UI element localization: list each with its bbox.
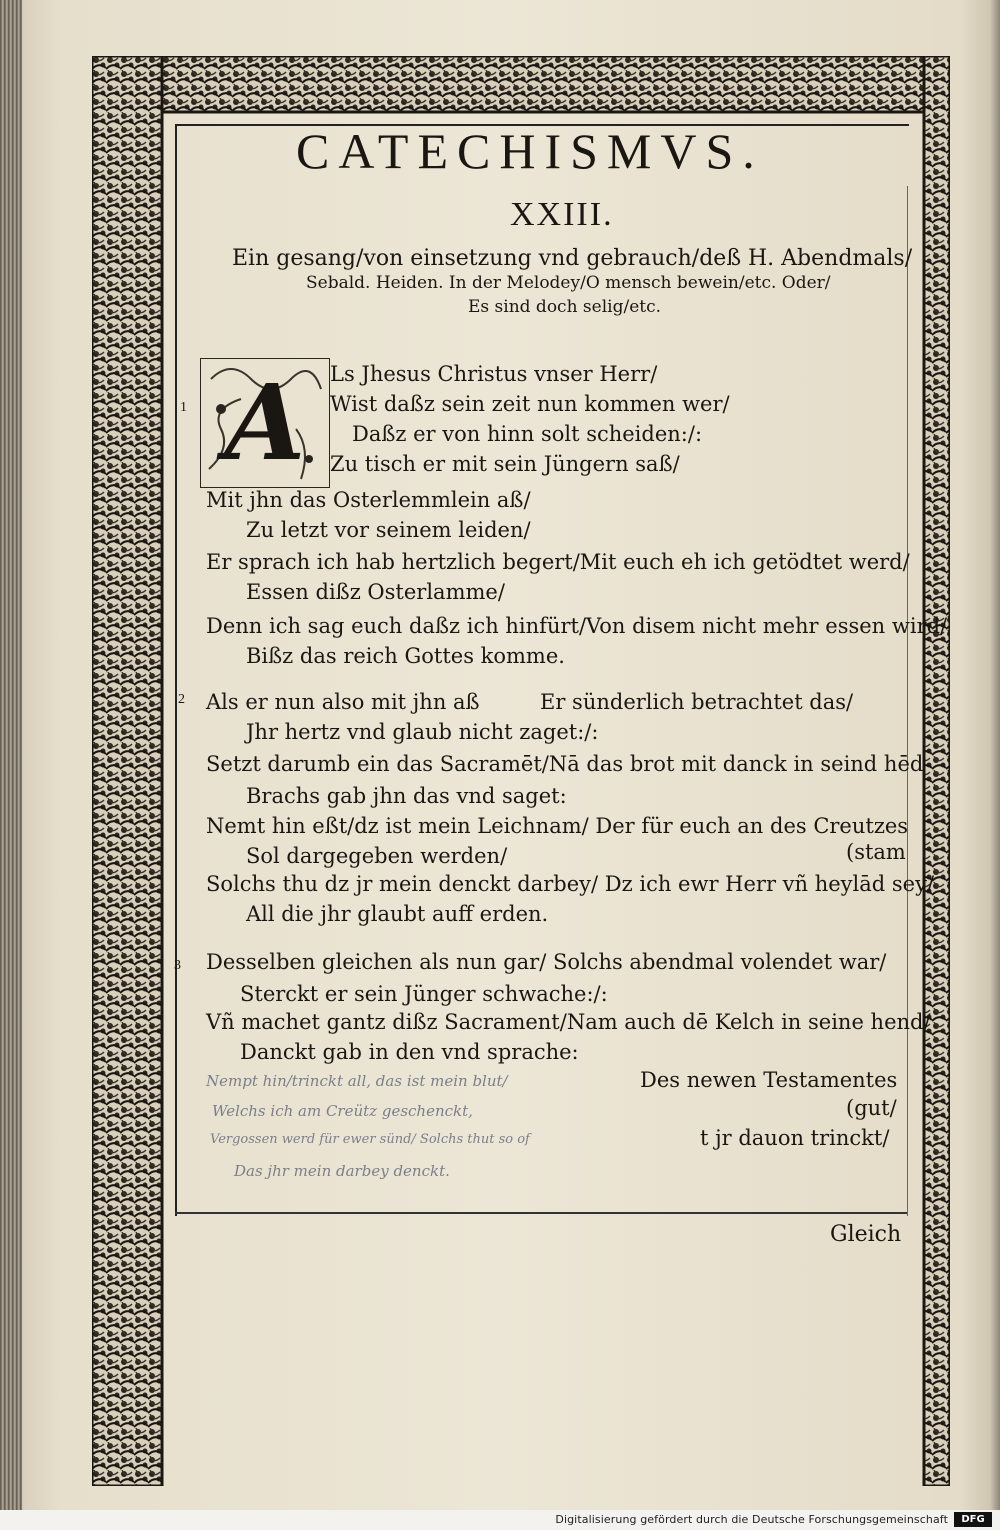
verse-line: Zu letzt vor seinem leiden/: [246, 518, 531, 542]
verse-line: Des newen Testamentes: [640, 1068, 898, 1092]
verse-line: Wist daßz sein zeit nun kommen wer/: [330, 392, 730, 416]
verse-line-continuation: (gut/: [846, 1096, 897, 1120]
verse-line: Danckt gab in den vnd sprache:: [240, 1040, 579, 1064]
handwritten-note: Welchs ich am Creütz geschenckt,: [212, 1102, 473, 1120]
inner-frame-right: [907, 186, 908, 1216]
verse-line: Er sprach ich hab hertzlich begert/Mit euch eh ich getödtet werd/: [206, 550, 910, 574]
verse-line: Setzt darumb ein das Sacramēt/Nā das brot mit danck in seind hēd: [206, 752, 924, 776]
catchword: Gleich: [830, 1222, 902, 1247]
verse-line: Nemt hin eßt/dz ist mein Leichnam/ Der für euch an des Creutzes: [206, 814, 909, 838]
verse-line: Sol dargegeben werden/: [246, 844, 508, 868]
handwritten-note: Vergossen werd für ewer sünd/ Solchs thut so of: [210, 1132, 530, 1147]
subtitle-line-2: Sebald. Heiden. In der Melodey/O mensch bewein/etc. Oder/: [306, 273, 831, 293]
inner-frame-bottom: [175, 1212, 907, 1214]
verse-line: Er sünderlich betrachtet das/: [540, 690, 854, 714]
subtitle-line-1: Ein gesang/von einsetzung vnd gebrauch/deß H. Abendmals/: [232, 246, 913, 271]
stanza-number: 1: [180, 400, 187, 415]
subtitle-line-3: Es sind doch selig/etc.: [468, 297, 662, 317]
verse-line: Denn ich sag euch daßz ich hinfürt/Von disem nicht mehr essen wird/: [206, 614, 948, 638]
footer-text: Digitalisierung gefördert durch die Deutsche Forschungsgemeinschaft: [555, 1513, 948, 1526]
verse-line: Desselben gleichen als nun gar/ Solchs abendmal volendet war/: [206, 950, 887, 974]
footer: [0, 1510, 1000, 1530]
verse-line: Als er nun also mit jhn aß: [206, 690, 480, 714]
verse-line: All die jhr glaubt auff erden.: [246, 902, 549, 926]
stanza-number: 2: [178, 692, 185, 707]
verse-line: Solchs thu dz jr mein denckt darbey/ Dz ich ewr Herr vñ heylād sey/: [206, 872, 935, 896]
initial-letter: A: [224, 361, 306, 484]
verse-line: Brachs gab jhn das vnd saget:: [246, 784, 567, 808]
verse-line: Bißz das reich Gottes komme.: [246, 644, 565, 668]
verse-line: Ls Jhesus Christus vnser Herr/: [330, 362, 658, 386]
handwritten-note: Nempt hin/trinckt all, das ist mein blut/: [206, 1072, 508, 1090]
verse-line: Zu tisch er mit sein Jüngern saß/: [330, 452, 680, 476]
verse-line: Mit jhn das Osterlemmlein aß/: [206, 488, 531, 512]
dfg-logo: DFG: [954, 1512, 992, 1527]
verse-line: Daßz er von hinn solt scheiden:/:: [352, 422, 703, 446]
verse-line: Jhr hertz vnd glaub nicht zaget:/:: [246, 720, 599, 744]
verse-line: Essen dißz Osterlamme/: [246, 580, 505, 604]
page-edges: [0, 0, 22, 1510]
running-head: CATECHISMVS.: [296, 123, 764, 179]
song-number: XXIII.: [510, 196, 614, 233]
verse-line: Sterckt er sein Jünger schwache:/:: [240, 982, 608, 1006]
stanza-number: 3: [174, 958, 181, 973]
verse-line: t jr dauon trinckt/: [700, 1126, 890, 1150]
decorated-initial: [200, 358, 330, 488]
handwritten-note: Das jhr mein darbey denckt.: [234, 1162, 450, 1180]
verse-line-continuation: (stam: [846, 840, 906, 864]
verse-line: Vñ machet gantz dißz Sacrament/Nam auch dē Kelch in seine hend/: [206, 1010, 931, 1034]
